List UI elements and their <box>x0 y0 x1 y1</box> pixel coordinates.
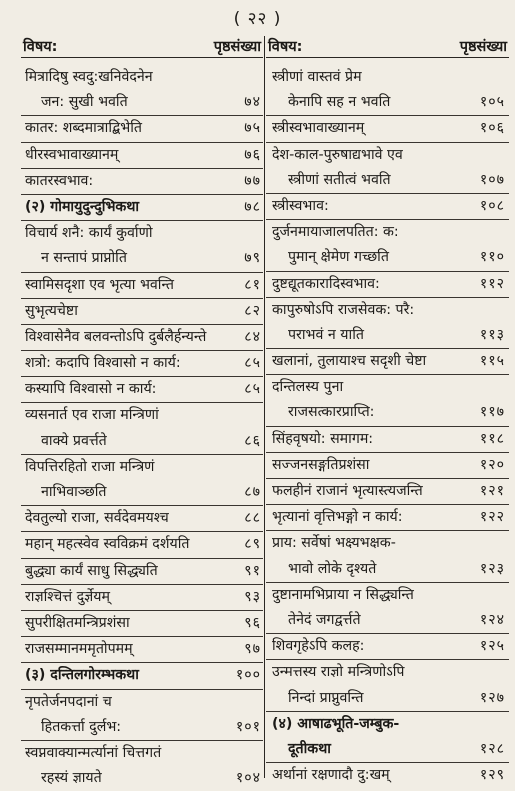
entry-title: राजसम्मानममृतोपमम् <box>25 641 133 658</box>
entry-page-number: १०८ <box>479 197 505 214</box>
entry-page-number: ८७ <box>244 484 261 500</box>
toc-entry <box>266 427 509 453</box>
column-divider <box>264 36 265 778</box>
toc-entry <box>266 375 509 400</box>
entry-title: स्वप्नवाक्यान्मर्त्यानां चित्तगतं <box>25 744 162 761</box>
entry-title: सिंहवृषयो: समागम: <box>272 430 374 447</box>
toc-entry <box>266 194 509 220</box>
entry-title: कापुरुषोऽपि राजसेवक: परै: <box>272 301 415 318</box>
entry-title: सुभृत्यचेष्टा <box>25 302 78 319</box>
toc-entry <box>21 455 263 480</box>
entry-title: कस्यापि विश्वासो न कार्य: <box>25 381 157 398</box>
toc-entry <box>21 690 263 715</box>
toc-entry <box>266 531 509 556</box>
entry-title: खलानां, तुलायाश्च सदृशी चेष्टा <box>272 353 427 370</box>
toc-entry <box>266 557 509 583</box>
toc-entry <box>21 741 263 766</box>
toc-entry <box>266 737 509 763</box>
toc-entry <box>266 272 509 298</box>
entry-page-number: १२९ <box>479 767 505 784</box>
entry-page-number: १२१ <box>479 483 505 499</box>
toc-entry <box>266 400 509 426</box>
entry-title: दुष्टद्यूतकारादिस्वभाव: <box>272 275 380 292</box>
left-entries <box>21 65 263 791</box>
entry-page-number: १०१ <box>235 718 261 735</box>
toc-entry <box>21 715 263 741</box>
toc-entry <box>21 65 263 90</box>
entry-page-number: ७९ <box>244 250 261 267</box>
toc-entry <box>21 766 263 791</box>
entry-title: अर्थानां रक्षणादौ दु:खम् <box>272 767 390 784</box>
subject-heading: विषय: <box>23 39 58 55</box>
entry-title: सज्जनसङ्गतिप्रशंसा <box>272 456 370 473</box>
entry-title: भृत्यानां वृत्तिभङ्गो न कार्य: <box>272 509 403 526</box>
entry-title: दूतीकथा <box>288 740 331 757</box>
entry-page-number: १०० <box>235 667 261 684</box>
entry-title: जन: सुखी भवति <box>41 94 128 111</box>
entry-page-number: ८८ <box>244 510 261 527</box>
toc-entry <box>21 403 263 428</box>
entry-title: राज्ञश्चित्तं दुर्ज्ञेयम् <box>25 588 110 605</box>
entry-title: स्त्रीणां सतीत्वं भवति <box>288 171 391 188</box>
entry-page-number: १०५ <box>479 94 505 111</box>
entry-title: महान् महत्स्वेव स्वविक्रमं दर्शयति <box>25 536 190 553</box>
entry-page-number: ८५ <box>244 355 261 372</box>
entry-title: दुष्टानामभिप्राया न सिद्ध्यन्ति <box>272 586 414 603</box>
toc-entry <box>21 480 263 506</box>
toc-entry <box>21 169 263 195</box>
entry-page-number: ११८ <box>479 430 505 447</box>
entry-page-number: ७८ <box>244 198 261 215</box>
entry-title: दन्तिलस्य पुना <box>272 379 344 396</box>
entry-title: विचार्य शनै: कार्यं कुर्वाणो <box>25 225 153 242</box>
entry-page-number: ११० <box>479 249 505 266</box>
entry-title: (२) गोमायुदुन्दुभिकथा <box>25 198 140 215</box>
entry-page-number: ११२ <box>479 275 505 292</box>
entry-page-number: ११५ <box>479 353 505 370</box>
toc-entry <box>21 221 263 246</box>
toc-entry <box>266 634 509 660</box>
entry-title: मित्रादिषु स्वदु:खनिवेदनेन <box>25 69 153 85</box>
toc-entry <box>266 686 509 712</box>
toc-entry <box>21 637 263 663</box>
toc-entry <box>21 325 263 351</box>
subject-heading: विषय: <box>268 39 303 55</box>
toc-entry <box>266 323 509 349</box>
toc-entry <box>21 273 263 299</box>
entry-title: स्वामिसदृशा एव भृत्या भवन्ति <box>25 276 174 293</box>
entry-page-number: ९३ <box>244 588 261 605</box>
entry-page-number: ८१ <box>244 276 261 293</box>
toc-entry <box>266 505 509 531</box>
entry-title: नाभिवाञ्छति <box>41 484 107 500</box>
toc-entry <box>21 90 263 116</box>
entry-title: तेनेदं जगद्वर्त्तते <box>288 611 361 628</box>
entry-title: पुमान् क्षेमेण गच्छति <box>288 249 389 266</box>
toc-entry <box>266 608 509 634</box>
toc-entry <box>266 116 509 142</box>
toc-entry <box>266 220 509 245</box>
toc-entry <box>21 506 263 532</box>
toc-entry <box>21 351 263 377</box>
entry-page-number: ७६ <box>244 146 261 163</box>
entry-title: कातरस्वभाव: <box>25 172 94 189</box>
toc-entry <box>266 583 509 608</box>
toc-entry <box>266 479 509 505</box>
entry-page-number: १२८ <box>479 740 505 757</box>
entry-page-number: ९६ <box>244 614 261 631</box>
page-number: ( २२ ) <box>233 9 282 29</box>
right-column <box>266 33 509 784</box>
toc-entry <box>21 246 263 272</box>
toc-entry <box>21 143 263 169</box>
entry-title: वाक्ये प्रवर्त्तते <box>41 432 107 449</box>
left-column <box>21 33 263 787</box>
entry-page-number: १०७ <box>479 171 505 188</box>
entry-title: न सन्तापं प्राप्नोति <box>41 250 127 267</box>
entry-title: भावो लोके दृश्यते <box>288 560 377 577</box>
toc-entry <box>266 168 509 194</box>
entry-title: बुद्ध्या कार्यं साधु सिद्ध्यति <box>25 562 158 579</box>
entry-title: शत्रो: कदापि विश्वासो न कार्य: <box>25 355 181 372</box>
entry-title: (३) दन्तिलगोरम्भकथा <box>25 667 139 684</box>
entry-title: देश-काल-पुरुषाद्यभावे एव <box>272 146 403 163</box>
toc-entry <box>266 90 509 116</box>
entry-title: स्त्रीणां वास्तवं प्रेम <box>272 69 362 85</box>
entry-title: व्यसनार्त एव राजा मन्त्रिणां <box>25 407 159 424</box>
entry-page-number: ७७ <box>244 172 261 189</box>
entry-page-number: ११७ <box>479 404 505 421</box>
toc-entry <box>266 453 509 479</box>
toc-entry <box>266 763 509 788</box>
entry-page-number: ११३ <box>479 326 505 343</box>
toc-entry <box>21 611 263 637</box>
entry-page-number: ८४ <box>244 328 261 345</box>
entry-title: कातर: शब्दमात्राद्बिभेति <box>25 120 142 137</box>
entry-title: हितकर्त्ता दुर्लभ: <box>41 718 122 735</box>
toc-entry <box>21 377 263 403</box>
entry-title: उन्मत्तस्य राज्ञो मन्त्रिणोऽपि <box>272 664 405 681</box>
toc-entry <box>266 712 509 737</box>
entry-title: दुर्जनमायाजालपतित: क: <box>272 224 399 241</box>
toc-entry <box>266 660 509 685</box>
entry-page-number: १२३ <box>479 560 505 577</box>
entry-title: राजसत्कारप्राप्ति: <box>288 404 375 421</box>
entry-page-number: ८२ <box>244 302 261 319</box>
entry-title: सुपरीक्षितमन्त्रिप्रशंसा <box>25 614 130 631</box>
page-heading: पृष्ठसंख्या <box>213 39 261 55</box>
right-header <box>266 33 509 58</box>
entry-page-number: १२२ <box>479 509 505 526</box>
entry-title: नृपतेर्जनपदानां च <box>25 693 112 710</box>
entry-title: रहस्यं ज्ञायते <box>41 770 102 787</box>
toc-entry <box>21 116 263 142</box>
entry-title: (४) आषाढभूति-जम्बुक- <box>272 715 400 732</box>
entry-title: निन्दां प्राप्नुवन्ति <box>288 689 364 706</box>
toc-entry <box>266 349 509 375</box>
entry-title: प्राय: सर्वेषां भक्ष्यभक्षक- <box>272 535 396 552</box>
entry-page-number: ८६ <box>244 432 261 449</box>
toc-entry <box>266 245 509 271</box>
toc-entry <box>21 429 263 455</box>
toc-entry <box>21 663 263 689</box>
page-heading: पृष्ठसंख्या <box>459 39 507 55</box>
toc-entry <box>21 195 263 221</box>
entry-page-number: ९७ <box>244 641 261 658</box>
toc-entry <box>21 585 263 611</box>
entry-page-number: १२४ <box>479 611 505 628</box>
entry-page-number: १२० <box>479 456 505 473</box>
entry-title: केनापि सह न भवति <box>288 94 391 111</box>
entry-title: धीरस्वभावाख्यानम् <box>25 146 119 163</box>
entry-page-number: ८९ <box>244 536 261 553</box>
toc-entry <box>21 532 263 558</box>
toc-entry <box>266 143 509 168</box>
entry-title: पराभवं न याति <box>288 326 364 343</box>
entry-title: स्त्रीस्वभावाख्यानम् <box>272 120 365 137</box>
toc-entry <box>21 559 263 585</box>
entry-page-number: १०६ <box>479 120 505 137</box>
right-entries <box>266 65 509 788</box>
entry-title: शिवगृहेऽपि कलह: <box>272 638 365 655</box>
entry-title: विपत्तिरहितो राजा मन्त्रिणं <box>25 458 155 475</box>
entry-title: विश्वासेनैव बलवन्तोऽपि दुर्बलैर्हन्यन्ते <box>25 328 207 345</box>
entry-page-number: ७५ <box>244 120 261 137</box>
entry-page-number: ७४ <box>244 94 261 111</box>
entry-page-number: १२५ <box>479 638 505 655</box>
entry-title: देवतुल्यो राजा, सर्वदेवमयश्च <box>25 510 169 527</box>
left-header <box>21 33 263 58</box>
entry-page-number: ८५ <box>244 381 261 398</box>
entry-page-number: १२७ <box>479 689 505 706</box>
entry-page-number: ९१ <box>244 562 261 579</box>
toc-entry <box>21 299 263 325</box>
toc-entry <box>266 298 509 323</box>
toc-entry <box>266 65 509 90</box>
entry-title: स्त्रीस्वभाव: <box>272 197 329 214</box>
entry-page-number: १०४ <box>235 770 261 787</box>
entry-title: फलहीनं राजानं भृत्यास्त्यजन्ति <box>272 483 423 499</box>
